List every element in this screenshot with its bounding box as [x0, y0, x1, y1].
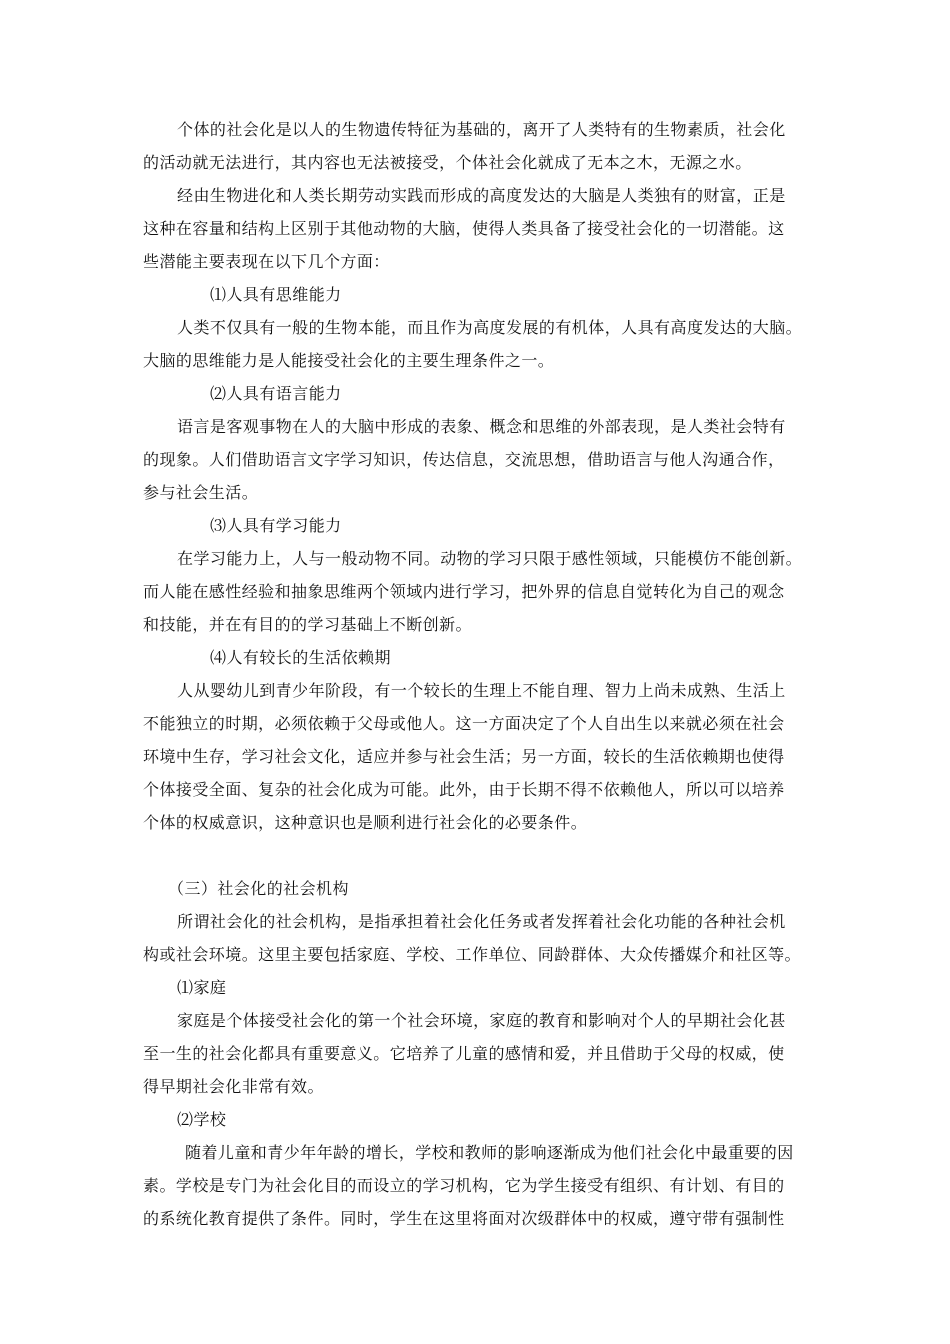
text-line: 随着儿童和青少年年龄的增长，学校和教师的影响逐渐成为他们社会化中最重要的因: [185, 1143, 794, 1162]
text-line: 参与社会生活。: [143, 483, 259, 502]
text-line: 至一生的社会化都具有重要意义。它培养了儿童的感情和爱，并且借助于父母的权威，使: [143, 1044, 785, 1063]
text-line: 而人能在感性经验和抽象思维两个领域内进行学习，把外界的信息自觉转化为自己的观念: [143, 582, 785, 601]
text-line: 大脑的思维能力是人能接受社会化的主要生理条件之一。: [143, 351, 555, 370]
text-line: 经由生物进化和人类长期劳动实践而形成的高度发达的大脑是人类独有的财富，正是: [177, 186, 786, 205]
text-line: 家庭是个体接受社会化的第一个社会环境，家庭的教育和影响对个人的早期社会化甚: [177, 1011, 786, 1030]
section-heading: ⑶人具有学习能力: [210, 516, 342, 535]
section-heading: ⑵学校: [177, 1110, 227, 1129]
section-heading: ⑴人具有思维能力: [210, 285, 342, 304]
text-line: 在学习能力上，人与一般动物不同。动物的学习只限于感性领域，只能模仿不能创新。: [177, 549, 803, 568]
text-line: 的活动就无法进行，其内容也无法被接受，个体社会化就成了无本之木，无源之水。: [143, 153, 752, 172]
section-heading: ⑵人具有语言能力: [210, 384, 342, 403]
text-line: 人类不仅具有一般的生物本能，而且作为高度发展的有机体，人具有高度发达的大脑。: [177, 318, 803, 337]
text-line: 环境中生存，学习社会文化，适应并参与社会生活；另一方面，较长的生活依赖期也使得: [143, 747, 785, 766]
text-line: 的系统化教育提供了条件。同时，学生在这里将面对次级群体中的权威，遵守带有强制性: [143, 1209, 785, 1228]
text-line: 语言是客观事物在人的大脑中形成的表象、概念和思维的外部表现，是人类社会特有: [177, 417, 786, 436]
text-line: 个体的权威意识，这种意识也是顺利进行社会化的必要条件。: [143, 813, 588, 832]
section-heading: ⑷人有较长的生活依赖期: [210, 648, 391, 667]
section-heading: （三）社会化的社会机构: [168, 879, 349, 898]
text-line: 人从婴幼儿到青少年阶段，有一个较长的生理上不能自理、智力上尚未成熟、生活上: [177, 681, 786, 700]
text-line: 所谓社会化的社会机构，是指承担着社会化任务或者发挥着社会化功能的各种社会机: [177, 912, 786, 931]
text-line: 素。学校是专门为社会化目的而设立的学习机构，它为学生接受有组织、有计划、有目的: [143, 1176, 785, 1195]
text-line: 不能独立的时期，必须依赖于父母或他人。这一方面决定了个人自出生以来就必须在社会: [143, 714, 785, 733]
text-line: 个体的社会化是以人的生物遗传特征为基础的，离开了人类特有的生物素质，社会化: [177, 120, 786, 139]
text-line: 构或社会环境。这里主要包括家庭、学校、工作单位、同龄群体、大众传播媒介和社区等。: [143, 945, 802, 964]
text-line: 这种在容量和结构上区别于其他动物的大脑，使得人类具备了接受社会化的一切潜能。这: [143, 219, 785, 238]
text-line: 些潜能主要表现在以下几个方面：: [143, 252, 390, 271]
text-line: 的现象。人们借助语言文字学习知识，传达信息，交流思想，借助语言与他人沟通合作，: [143, 450, 785, 469]
section-heading: ⑴家庭: [177, 978, 227, 997]
text-line: 个体接受全面、复杂的社会化成为可能。此外，由于长期不得不依赖他人，所以可以培养: [143, 780, 785, 799]
text-line: 得早期社会化非常有效。: [143, 1077, 324, 1096]
text-line: 和技能，并在有目的的学习基础上不断创新。: [143, 615, 473, 634]
